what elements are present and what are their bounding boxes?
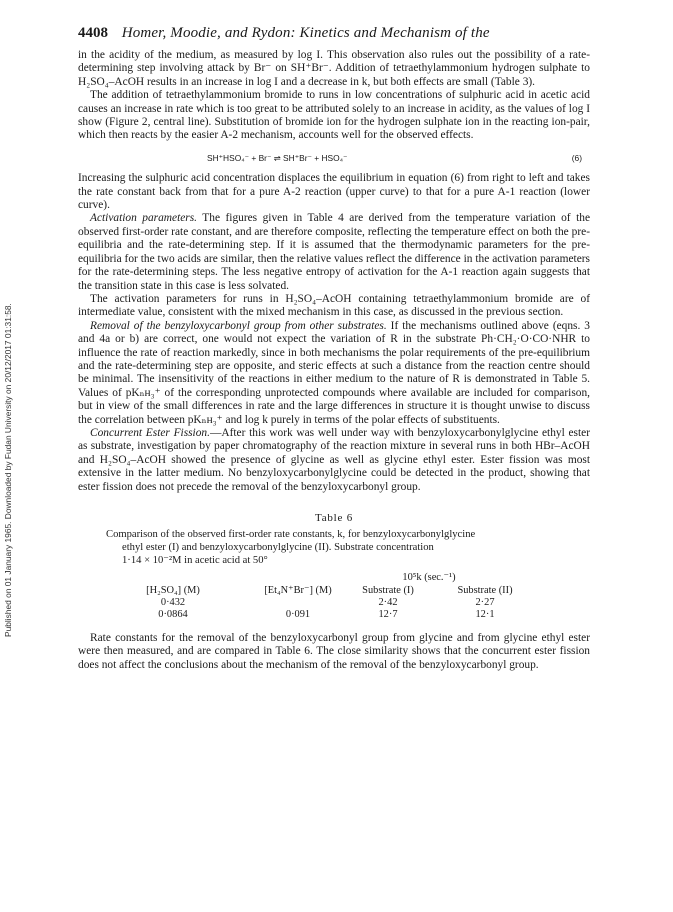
paragraph: Rate constants for the removal of the benzyloxycarbonyl group from glycine and from glycine ethyl ester were then measured, and are compared in Table 6. The close similarity shows that the concurrent ester fission does not affect the conclusions about the mechanism of the removal of the benzyloxycarbonyl group. [78, 631, 590, 671]
paragraph: The activation parameters for runs in H₂SO₄–AcOH containing tetraethylammonium bromide are of intermediate value, consistent with the mixed mechanism in this case, as discussed in the previous section. [78, 292, 590, 319]
table-cell: 0·432 [160, 596, 186, 608]
table-caption [106, 529, 564, 567]
paragraph: Increasing the sulphuric acid concentration displaces the equilibrium in equation (6) from right to left and takes the rate constant back from that for a pure A-2 reaction (upper curve) to that for a pure A-1 reaction (lower curve). [78, 172, 590, 212]
paragraph-text: If the mechanisms outlined above (eqns. 3 and 4a or b) are correct, one would not expect the variation of R in the substrate Ph·CH₂·O·CO·NHR to influence the rate of reaction markedly, since in both mechanisms the polar requirements of the pre-equilibrium and the rate-determining step are opposite, and steric effects at such a distance from the reaction centre should be minimal. The insensitivity of the reactions in either medium to the nature of R is demonstrated in Table 5. Values of pKₙʜ₃⁺ of the corresponding unprotected compounds where available are included for comparison, but in view of the small differences in rate and the large differences in structure it is thought unwise to discuss the correlation between pKₙʜ₃⁺ and log k purely in terms of the polar effects of substituents. [78, 319, 590, 426]
equation-number: (6) [571, 152, 582, 163]
table-cell: 0·091 [285, 608, 311, 620]
paragraph [78, 427, 590, 494]
caption-line: 1·14 × 10⁻²M in acetic acid at 50° [122, 555, 268, 566]
data-table [78, 572, 590, 632]
table-cell: 12·7 [378, 608, 398, 620]
paragraph [78, 320, 590, 427]
table-title: Table 6 [314, 512, 354, 524]
section-heading: Concurrent Ester Fission. [90, 426, 210, 439]
running-header [78, 24, 598, 42]
paragraph-text: —After this work was well under way with benzyloxycarbonylglycine ethyl ester as substrate, investigation by paper chromatography of the reaction mixture in several runs in both HBr–AcOH and H₂SO₄–AcOH showed the presence of glycine as well as glycine ethyl ester. Ester fission was most extensive in the latter medium. No benzyloxycarbonylglycine could be detected in the product, showing that ester fission does not precede the removal of the benzyloxycarbonyl group. [78, 426, 590, 493]
column-header: [Et₄N⁺Br⁻] (M) [264, 584, 332, 596]
table-cell: 0·0864 [158, 608, 188, 620]
column-header: Substrate (II) [457, 584, 513, 596]
table-cell: 2·42 [378, 596, 398, 608]
paragraph [78, 212, 590, 292]
paragraph-text: The figures given in Table 4 are derived from the temperature variation of the observed first-order rate constant, and are therefore composite, reflecting the temperature effect on both the pre-equilibria and the rate-determining step. If it is assumed that the thermodynamic parameters for the pre-equilibria for the two acids are similar, then the relative values reflect the difference in the activation parameters for the rate-determining steps. The less negative entropy of activation for the A-1 reaction again suggests that the transition state in this case is less solvated. [78, 212, 590, 292]
column-header: Substrate (I) [362, 584, 414, 596]
caption-line: ethyl ester (I) and benzyloxycarbonylglycine (II). Substrate concentration [122, 542, 434, 554]
section-heading: Removal of the benzyloxycarbonyl group from other substrates. [90, 319, 387, 332]
equation-6 [78, 152, 590, 165]
table-span-header: 10⁵k (sec.⁻¹) [402, 571, 456, 583]
column-header: [H₂SO₄] (M) [146, 584, 200, 596]
section-heading: Activation parameters. [90, 212, 198, 225]
table-cell: 2·27 [475, 596, 495, 608]
paragraph: in the acidity of the medium, as measured by log I. This observation also rules out the possibility of a rate-determining step involving attack by Br⁻ on SH⁺Br⁻. Addition of tetraethylammonium hydrogen sulphate to H₂SO₄–AcOH results in an increase in log I and a decrease in k, but both effects are small (Table 3). [78, 49, 590, 88]
running-title: Homer, Moodie, and Rydon: Kinetics and Mechanism of the [121, 25, 490, 41]
page-number: 4408 [78, 25, 108, 41]
paragraph: The addition of tetraethylammonium bromide to runs in low concentrations of sulphuric acid in acetic acid causes an increase in rate which is too great to be attributed solely to an increase in acidity, as the values of log I show (Figure 2, central line). Substitution of bromide ion for the hydrogen sulphate ion in the reacting ion-pair, which then reacts by the easier A-2 mechanism, accounts well for the observed effects. [78, 89, 590, 142]
article-body [78, 49, 590, 672]
equation-text: SH⁺HSO₄⁻ + Br⁻ ⇌ SH⁺Br⁻ + HSO₄⁻ [207, 152, 348, 163]
caption-line: Comparison of the observed first-order rate constants, k, for benzyloxycarbonylglycine [106, 529, 476, 541]
download-notice: Published on 01 January 1965. Downloaded by Fudan University on 20/12/2017 01:31:58. [3, 303, 13, 637]
table-cell: 12·1 [475, 608, 495, 620]
